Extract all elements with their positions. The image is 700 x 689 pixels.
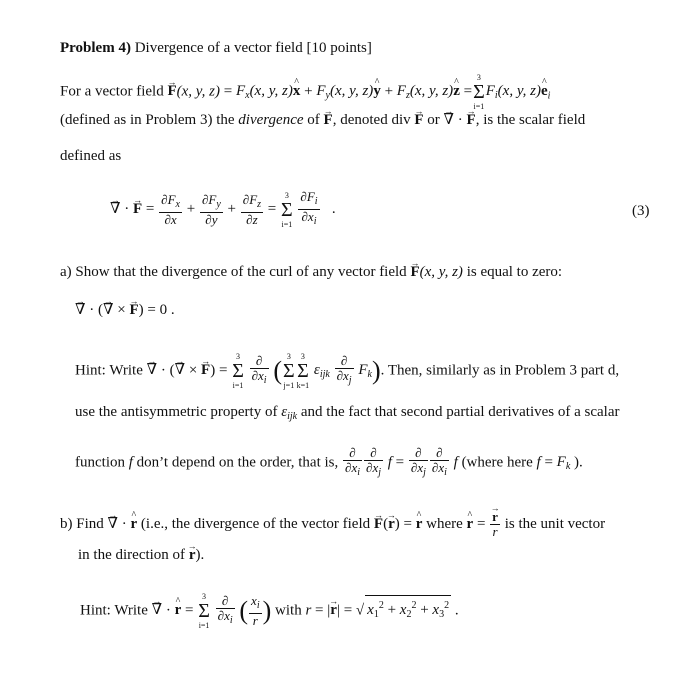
equation-3: → ∇ · → F = $\frac{\partial F_x}{\partial x}$ + $\frac{\partial F_y}{\partial y}$ + $\frac{\partial F_z}{\partial z}$ = 3 Σ i=1 $\frac{\partial F_i}{\partial x_i}$ .	[110, 190, 336, 229]
sum-symbol: 3 Σ i=1	[473, 73, 485, 111]
part-b-line-2: in the direction of → r).	[78, 545, 204, 565]
part-a-statement: → ∇ · (→ ∇ × → F) = 0 .	[75, 300, 175, 320]
part-a-text-end: is equal to zero:	[466, 264, 563, 280]
intro-line-3: defined as	[60, 148, 122, 164]
intro-text-a: (defined as in Problem 3) the	[60, 112, 235, 128]
part-b-text-d: is the unit vector	[504, 515, 606, 532]
problem-heading	[60, 38, 372, 58]
part-b-text-c: where	[426, 515, 463, 532]
equation-number: (3)	[632, 203, 650, 219]
hint-line3-c: (where here	[461, 454, 533, 471]
hint-prefix: Hint: Write	[75, 362, 143, 379]
hint-then: . Then, similarly as in Problem 3 part d,	[380, 362, 620, 379]
part-b-hint-with: with	[275, 602, 302, 619]
part-b-hint-prefix: Hint: Write	[80, 602, 148, 619]
hint-line3-a: function	[75, 454, 125, 471]
part-a-hint-line-3: function f don’t depend on the order, that is, $\frac{\partial}{\partial x_i}$ $\frac{\partial}{\partial x_j}$ f = $\frac{\partial}{\partial x_j}$ $\frac{\partial}{\partial x_i}$ f (where here $f = F_k$ ).	[75, 445, 583, 478]
hint-line2-a: use the antisymmetric property of	[75, 404, 278, 420]
part-b-line2-b: ).	[195, 547, 205, 563]
part-b-label: b) Find → ∇ · ^ r (i.e., the divergence of the vector field → F(→ r) = ^ r where ^ r = → $\frac{r}{r}$ is the unit vector	[60, 510, 605, 539]
part-a-text: a) Show that the divergence of the curl of any vector field	[60, 264, 407, 280]
hint-line2-b: and the fact that second partial derivatives of a scalar	[300, 404, 620, 420]
part-a-label: a) Show that the divergence of the curl of any vector field → F(x, y, z) is equal to zero:	[60, 262, 562, 282]
hint-line3-b: don’t depend on the order, that is,	[136, 454, 339, 471]
part-a-hint-line-2: use the antisymmetric property of $\varepsilon_{ijk}$ and the fact that second partial derivatives of a scalar	[75, 404, 620, 422]
intro-line-2: (defined as in Problem 3) the divergence of → F, denoted div → F or → ∇ · → F, is the scalar field	[60, 110, 585, 130]
intro-text-b: of	[307, 112, 320, 128]
intro-prefix: For a vector field	[60, 83, 164, 100]
intro-text-c: , denoted div	[332, 112, 411, 128]
divergence-term: divergence	[238, 112, 304, 128]
part-b-hint: Hint: Write → ∇ · ^ r = 3 Σ i=1 $\frac{\partial}{\partial x_i}$ ( $\frac{x_i}{r}$ ) with r = |→ r| = √ $x_1^2 + x_2^2 + x_3^2$ .	[80, 592, 459, 630]
formula-F: → F	[167, 81, 176, 101]
part-b-line2-a: in the direction of	[78, 547, 186, 563]
intro-line-1: For a vector field → F(x, y, $z) = F_x(x$, y, z)^ $x + F_y(x$, y, z)^ $y + F_z(x$, y, z)^ z = 3 Σ i=1 $F_i(x$, y, z)^ $e_i$	[60, 73, 550, 111]
formula-args: (x, y, z)	[176, 83, 220, 100]
part-b-text-a: b) Find	[60, 515, 104, 532]
part-a-hint: Hint: Write → ∇ · (→ ∇ × → F) = 3 Σ i=1 $\frac{\partial}{\partial x_i}$ ( 3 Σ j=1 3 Σ k=1 $\varepsilon_{ijk}$ $\frac{\partial}{\partial x_j}$ $F_k$). Then, similarly as in Problem 3 part d,	[75, 352, 619, 390]
problem-points: [10 points]	[306, 40, 372, 56]
part-b-text-b: (i.e., the divergence of the vector field	[140, 515, 371, 532]
intro-text-e: , is the scalar field	[475, 112, 586, 128]
problem-number: Problem 4)	[60, 40, 131, 56]
problem-title: Divergence of a vector field	[134, 40, 303, 56]
intro-text-d: or	[427, 112, 440, 128]
